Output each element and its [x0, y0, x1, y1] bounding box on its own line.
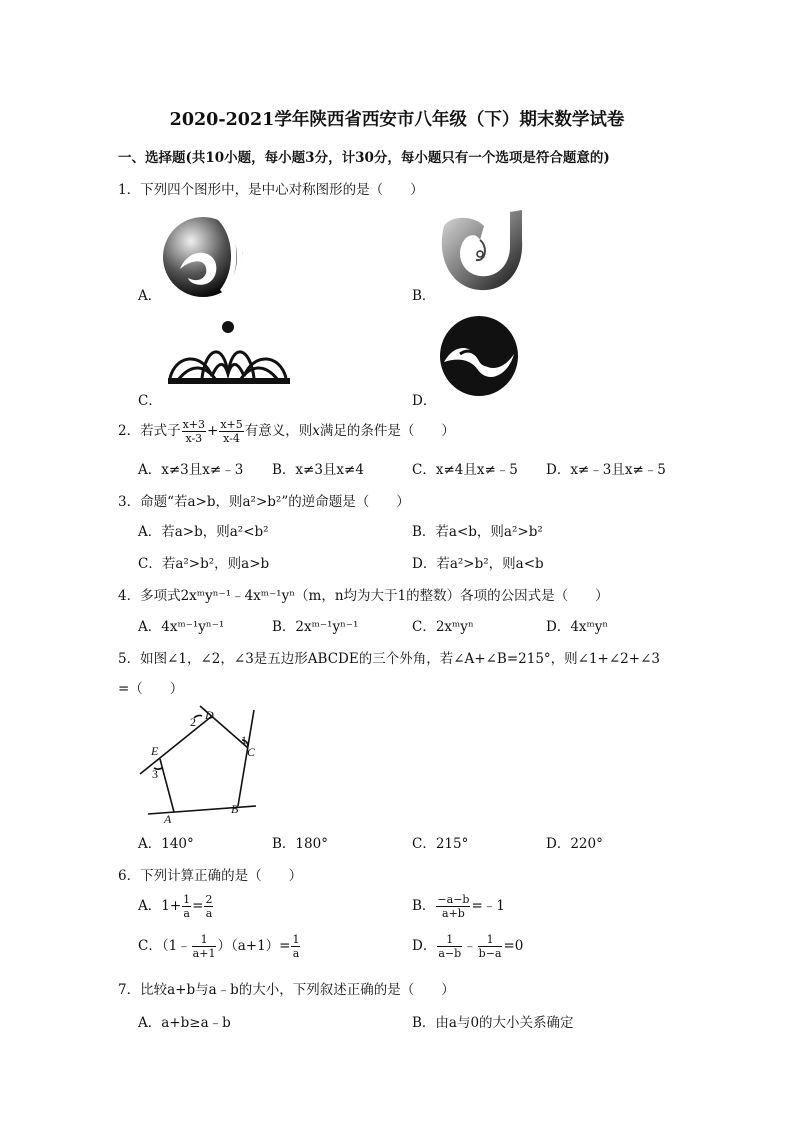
q6-a-frac2-num: 2	[205, 893, 213, 906]
q3-stem: 3．命题“若a>b，则a²>b²”的逆命题是（ ）	[118, 494, 410, 510]
q5-stem-line2: =（ ）	[118, 681, 184, 697]
q2-option-c: C．x≠4且x≠﹣5	[412, 462, 518, 478]
q2-plus: +	[207, 423, 219, 439]
vertex-d-label: D	[205, 708, 214, 722]
q6-d-frac2-num: 1	[478, 933, 503, 947]
q6-d-frac2-den: b−a	[478, 947, 502, 960]
q6-d-post: =0	[503, 938, 524, 954]
q1-figure-b	[436, 206, 526, 296]
q6-c-frac1-den: a+1	[192, 947, 216, 960]
q6-b-pre: B．	[412, 898, 436, 914]
q3-option-c: C．若a²>b²，则a>b	[138, 556, 270, 572]
q2-option-d: D．x≠﹣3且x≠﹣5	[546, 462, 666, 478]
q6-c-frac2	[291, 933, 300, 960]
q6-a-pre: A．1+	[138, 898, 182, 914]
vertex-a-label: A	[164, 812, 172, 824]
q6-b-frac-num: −a−b	[437, 893, 470, 906]
q2-frac1-den: x-3	[185, 432, 203, 445]
q6-a-eq: =	[192, 898, 204, 914]
q2-post1: 有意义，则	[244, 423, 313, 439]
q1-figure-c	[166, 318, 296, 390]
q1-option-b-label: B．	[412, 288, 436, 304]
q7-option-b: B．由a与0的大小关系确定	[412, 1015, 574, 1031]
q2-frac1-num: x+3	[182, 418, 206, 431]
q3-option-a: A．若a>b，则a²<b²	[138, 524, 269, 540]
q7-option-a: A．a+b≥a﹣b	[138, 1015, 231, 1031]
q6-d-frac1	[437, 933, 462, 960]
q6-option-d	[412, 933, 523, 960]
q6-a-frac2	[204, 893, 213, 920]
q7-stem: 7．比较a+b与a﹣b的大小，下列叙述正确的是（ ）	[118, 982, 455, 998]
q2-var-x: x	[312, 423, 320, 439]
q2-frac2-num: x+5	[220, 418, 243, 431]
q6-b-post: =﹣1	[471, 898, 505, 914]
q5-option-b: B．180°	[272, 836, 328, 852]
q5-pentagon-figure	[130, 702, 280, 824]
q6-c-frac2-den: a	[292, 947, 300, 960]
q2-option-b: B．x≠3且x≠4	[272, 462, 364, 478]
angle-3-label: 3	[152, 767, 158, 781]
q6-d-frac1-num: 1	[437, 933, 462, 947]
q1-stem: 1．下列四个图形中，是中心对称图形的是（ ）	[118, 182, 424, 198]
side-ea	[160, 759, 174, 812]
q6-a-frac2-den: a	[205, 907, 213, 920]
q6-a-frac1-den: a	[183, 907, 190, 920]
q2-pre: 2．若式子	[118, 423, 181, 439]
q5-option-d: D．220°	[546, 836, 603, 852]
q6-option-a	[138, 893, 214, 920]
q4-option-a: A．4xᵐ⁻¹yⁿ⁻¹	[138, 619, 225, 635]
section-heading: 一、选择题(共10小题，每小题3分，计30分，每小题只有一个选项是符合题意的)	[118, 150, 610, 166]
q3-option-d: D．若a²>b²，则a<b	[412, 556, 544, 572]
vertex-e-label: E	[151, 744, 159, 758]
q6-b-frac	[436, 893, 470, 920]
q4-option-c: C．2xᵐyⁿ	[412, 619, 474, 635]
q1-option-d-label: D．	[412, 393, 437, 409]
page-title: 2020-2021学年陕西省西安市八年级（下）期末数学试卷	[169, 110, 625, 130]
q6-option-b	[412, 893, 505, 920]
q6-a-frac1-num: 1	[183, 893, 191, 906]
q1-figure-d	[438, 314, 520, 398]
q2-option-a: A．x≠3且x≠﹣3	[138, 462, 244, 478]
q6-stem: 6．下列计算正确的是（ ）	[118, 868, 303, 884]
q6-c-frac1	[192, 933, 217, 960]
q1-option-c-label: C．	[138, 393, 162, 409]
q6-a-frac1	[182, 893, 191, 920]
q6-d-minus: ﹣	[463, 938, 477, 954]
q6-c-frac2-num: 1	[292, 933, 300, 946]
q6-option-c	[138, 933, 301, 960]
q4-stem: 4．多项式2xᵐyⁿ⁻¹﹣4xᵐ⁻¹yⁿ（m，n均为大于1的整数）各项的公因式是（ ）	[118, 588, 609, 604]
q2-frac2-den: x-4	[223, 432, 240, 445]
q4-option-d: D．4xᵐyⁿ	[546, 619, 609, 635]
q1-option-a-label: A．	[138, 288, 162, 304]
angle-2-label: 2	[190, 715, 196, 729]
q6-c-mid: ）（a+1）=	[217, 938, 291, 954]
q6-b-frac-den: a+b	[442, 907, 465, 920]
q6-d-frac2	[478, 933, 503, 960]
q6-c-frac1-num: 1	[192, 933, 217, 947]
q2-fraction-1	[182, 418, 206, 445]
q2-stem	[118, 418, 455, 445]
q5-option-c: C．215°	[412, 836, 469, 852]
vertex-b-label: B	[231, 802, 239, 816]
q1-figure-a	[160, 214, 246, 300]
q4-option-b: B．2xᵐ⁻¹yⁿ⁻¹	[272, 619, 359, 635]
q6-d-pre: D．	[412, 938, 437, 954]
angle-1-label: 1	[241, 733, 247, 747]
q2-fraction-2	[219, 418, 243, 445]
q2-post2: 满足的条件是（ ）	[319, 423, 455, 439]
vertex-c-label: C	[247, 745, 256, 759]
q5-stem-line1: 5．如图∠1，∠2，∠3是五边形ABCDE的三个外角，若∠A+∠B=215°，则∠1+∠2+∠3	[118, 651, 660, 667]
q6-d-frac1-den: a−b	[438, 947, 462, 960]
q5-option-a: A．140°	[138, 836, 194, 852]
q6-c-pre: C．（1﹣	[138, 938, 191, 954]
q3-option-b: B．若a<b，则a²>b²	[412, 524, 543, 540]
